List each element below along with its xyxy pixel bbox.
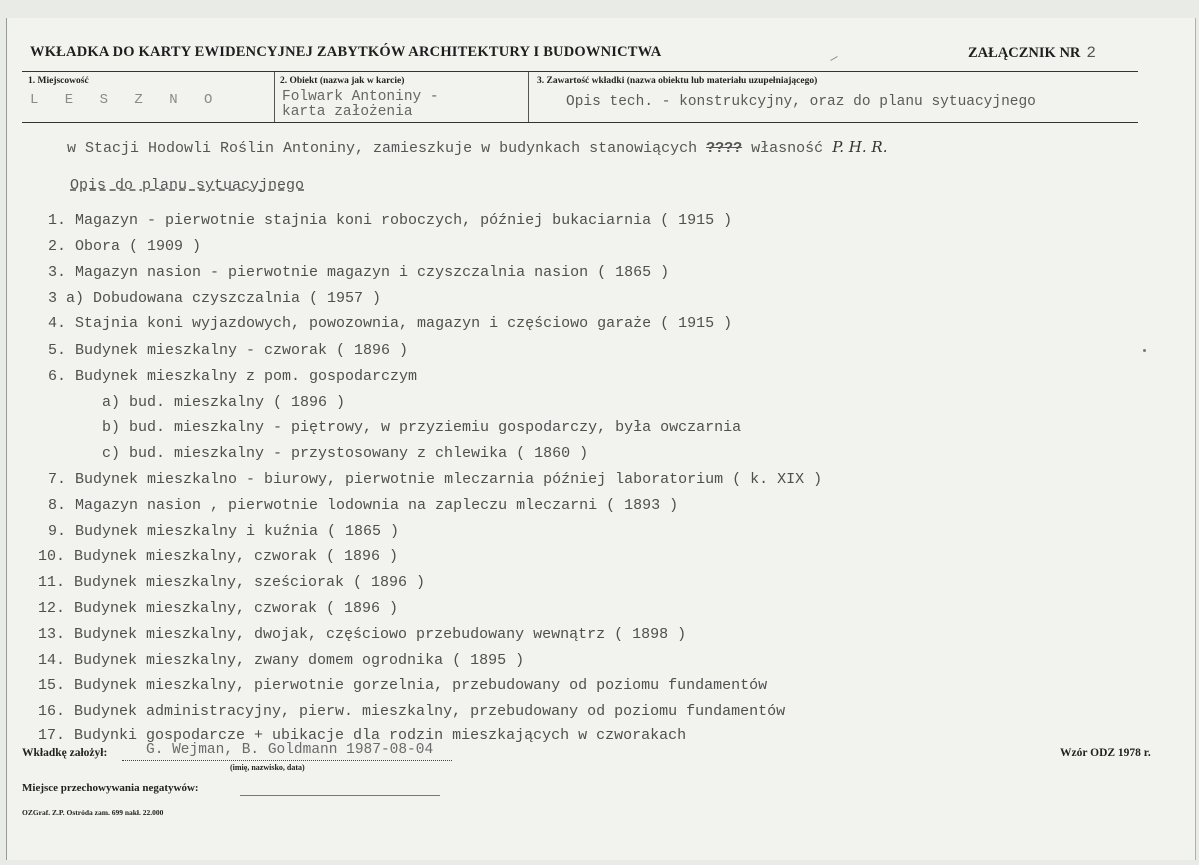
- content-value: Opis tech. - konstrukcyjny, oraz do planu sytuacyjnego: [566, 94, 1036, 110]
- list-item: 7. Budynek mieszkalno - biurowy, pierwotnie mleczarnia później laboratorium ( k. XIX ): [48, 471, 823, 488]
- place-value: L E S Z N O: [30, 92, 222, 108]
- list-item: 13. Budynek mieszkalny, dwojak, częściowo przebudowany wewnątrz ( 1898 ): [38, 626, 687, 643]
- list-item: 3 a) Dobudowana czyszczalnia ( 1957 ): [48, 290, 382, 307]
- list-subitem: a) bud. mieszkalny ( 1896 ): [102, 394, 346, 411]
- list-item: 4. Stajnia koni wyjazdowych, powozownia, magazyn i częściowo garaże ( 1915 ): [48, 315, 733, 332]
- prepared-line: [122, 760, 452, 761]
- form-title: WKŁADKA DO KARTY EWIDENCYJNEJ ZABYTKÓW ARCHITEKTURY I BUDOWNICTWA: [30, 44, 662, 60]
- handwritten-abbrev: P. H. R.: [832, 138, 888, 156]
- list-item: 9. Budynek mieszkalny i kuźnia ( 1865 ): [48, 523, 400, 540]
- list-subitem: c) bud. mieszkalny - przystosowany z chlewika ( 1860 ): [102, 445, 589, 462]
- list-item: 5. Budynek mieszkalny - czworak ( 1896 ): [48, 342, 409, 359]
- object-label: 2. Obiekt (nazwa jak w karcie): [280, 76, 405, 86]
- list-item: 16. Budynek administracyjny, pierw. mieszkalny, przebudowany od poziomu fundamentów: [38, 703, 786, 720]
- annex-number: 2: [1086, 44, 1096, 62]
- list-item: 8. Magazyn nasion , pierwotnie lodownia na zapleczu mleczarni ( 1893 ): [48, 497, 679, 514]
- negatives-label: Miejsce przechowywania negatywów:: [22, 782, 199, 794]
- list-item: 1. Magazyn - pierwotnie stajnia koni roboczych, później bukaciarnia ( 1915 ): [48, 212, 733, 229]
- list-item: 6. Budynek mieszkalny z pom. gospodarczym: [48, 368, 418, 385]
- struck-word: ????: [706, 140, 743, 157]
- content-label: 3. Zawartość wkładki (nazwa obiektu lub materiału uzupełniającego): [537, 76, 818, 86]
- prepared-value: G. Wejman, B. Goldmann 1987-08-04: [146, 742, 434, 758]
- list-subitem: b) bud. mieszkalny - piętrowy, w przyziemiu gospodarczy, była owczarnia: [102, 419, 742, 436]
- intro-line: w Stacji Hodowli Roślin Antoniny, zamieszkuje w budynkach stanowiących ???? własność P. H. R.: [67, 138, 888, 157]
- list-item: 15. Budynek mieszkalny, pierwotnie gorzelnia, przebudowany od poziomu fundamentów: [38, 677, 768, 694]
- dust-speck: [1143, 349, 1146, 352]
- column-divider-1: [274, 72, 275, 122]
- place-label: 1. Miejscowość: [28, 76, 89, 86]
- list-item: 2. Obora ( 1909 ): [48, 238, 202, 255]
- list-item: 14. Budynek mieszkalny, zwany domem ogrodnika ( 1895 ): [38, 652, 525, 669]
- section-heading: Opis do planu sytuacyjnego: [70, 177, 305, 194]
- column-divider-2: [528, 72, 529, 122]
- list-item: 3. Magazyn nasion - pierwotnie magazyn i czyszczalnia nasion ( 1865 ): [48, 264, 670, 281]
- list-item: 12. Budynek mieszkalny, czworak ( 1896 ): [38, 600, 399, 617]
- printer-info: OZGraf. Z.P. Ostróda zam. 699 nakł. 22.000: [22, 808, 164, 817]
- object-value: Folwark Antoniny - karta założenia: [282, 89, 439, 120]
- list-item: 10. Budynek mieszkalny, czworak ( 1896 ): [38, 548, 399, 565]
- annex-label: ZAŁĄCZNIK NR 2: [968, 44, 1096, 62]
- header-rule-top: [22, 71, 1138, 72]
- negatives-line: [240, 795, 440, 796]
- list-item: 11. Budynek mieszkalny, sześciorak ( 1896 ): [38, 574, 426, 591]
- prepared-label: Wkładkę założył:: [22, 747, 108, 759]
- header-rule-bottom: [22, 122, 1138, 123]
- prepared-sub: (imię, nazwisko, data): [230, 763, 305, 772]
- list-item: 17. Budynki gospodarcze + ubikacje dla rodzin mieszkających w czworakach: [38, 727, 687, 744]
- form-template-label: Wzór ODZ 1978 r.: [1060, 747, 1151, 759]
